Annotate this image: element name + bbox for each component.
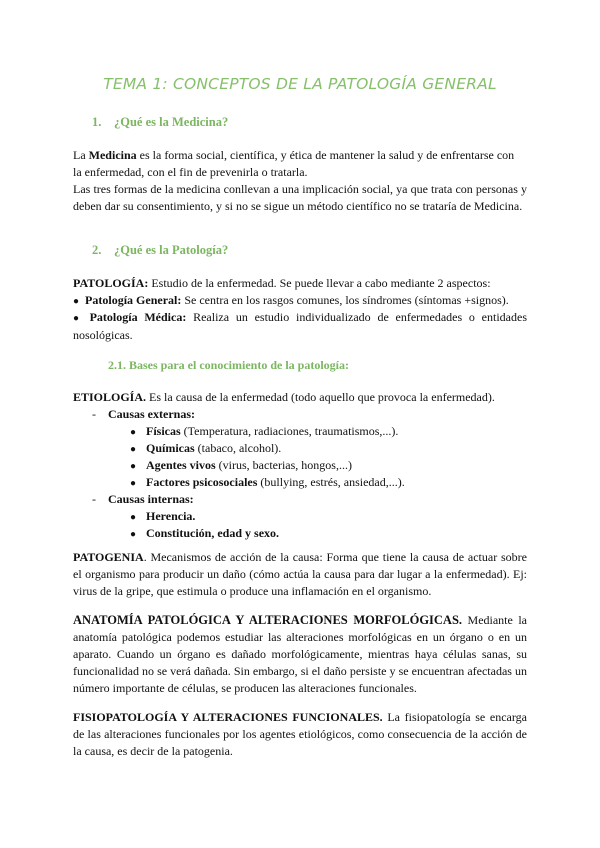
bold-term: Constitución, edad y sexo. [146,526,280,540]
text-run: (bullying, estrés, ansiedad,...). [257,475,405,489]
bold-term: ETIOLOGÍA. [73,390,147,404]
bold-term: Causas externas: [108,407,195,421]
list-item [130,423,398,441]
paragraph-anatomia [73,612,527,697]
bullet-icon: ● [130,444,137,455]
bullet-icon: ● [73,313,83,324]
list-item [130,525,279,543]
bold-term: Factores psicosociales [146,475,258,489]
bullet-icon: ● [130,478,137,489]
bold-term: Patología Médica: [89,310,187,324]
bold-term: Químicas [146,441,195,455]
text-run: Estudio de la enfermedad. Se puede llevar a cabo mediante 2 aspectos: [148,276,491,290]
dash-marker: - [92,492,96,506]
text-run: Realiza un estudio individualizado de enfermedades o entidades nosológicas. [73,310,528,342]
bold-term: PATOLOGÍA: [73,276,149,290]
bold-term: Agentes vivos [146,458,216,472]
bold-term: Físicas [146,424,181,438]
text-run: la enfermedad, con el fin de prevenirla o tratarla. [73,165,308,179]
list-item [130,508,195,526]
list-item [130,474,405,492]
bullet-patologia-medica [73,309,527,344]
paragraph-patologia-definition [73,275,527,292]
text-run: es la forma social, científica, y ética de mantener la salud y de enfrentarse con [136,148,515,162]
list-item [130,457,352,475]
paragraph-medicina-definition [73,147,527,181]
text-run: La fisiopatología se encarga de las alteraciones funcionales por los agentes etiológicos, como consecuencia de la acción de la causa, es decir de la patogenia. [73,710,527,758]
text-run: Se centra en los rasgos comunes, los síndromes (síntomas +signos). [181,293,509,307]
bullet-icon: ● [73,296,80,307]
list-item-causas-externas [92,406,195,423]
bold-term: Causas internas: [108,492,194,506]
section-heading-patologia [92,242,228,259]
section-number: 2. [92,243,102,257]
section-number: 1. [92,115,102,129]
paragraph-etiologia [73,389,527,406]
subsection-heading: 2.1. Bases para el conocimiento de la patología: [108,358,349,372]
bullet-icon: ● [130,529,137,540]
bold-term: PATOGENIA [73,550,144,564]
paragraph-medicina-forms: Las tres formas de la medicina conllevan a una implicación social, ya que trata con personas y deben dar su consentimiento, y si no se sigue un método científico no se trataría de Medicina. [73,182,527,213]
dash-marker: - [92,407,96,421]
text-run: Mediante la anatomía patológica podemos estudiar las alteraciones morfológicas en un órgano o en un aparato. Cuando un órgano es dañado morfológicamente, mientras haya células sanas, su funcionalidad no se verá dañada. Sin embargo, si el daño persiste y se encuentran afectadas un número importante de células, se producen las alteraciones funcionales. [73,613,527,695]
bold-term: ANATOMÍA PATOLÓGICA Y ALTERACIONES MORFOLÓGICAS. [73,613,463,627]
section-heading-medicina [92,114,228,131]
text-run: . Mecanismos de acción de la causa: Forma que tiene la causa de actuar sobre el organismo para producir un daño (cómo actúa la causa para dar lugar a la enfermedad). Ej: virus de la gripe, que estimula o produce una inflamación en el organismo. [73,550,527,598]
section-heading-text: ¿Qué es la Patología? [114,243,229,257]
bold-term: FISIOPATOLOGÍA Y ALTERACIONES FUNCIONALES. [73,710,383,724]
bullet-icon: ● [130,427,137,438]
bold-term: Medicina [88,148,137,162]
section-heading-text: ¿Qué es la Medicina? [114,115,229,129]
text-run: (Temperatura, radiaciones, traumatismos,...). [180,424,399,438]
text-run: (tabaco, alcohol). [194,441,282,455]
bullet-icon: ● [130,512,137,523]
paragraph-fisiopatologia [73,709,527,760]
text-run: La [73,148,89,162]
page-title: TEMA 1: CONCEPTOS DE LA PATOLOGÍA GENERAL [103,75,497,93]
bullet-icon: ● [130,461,137,472]
list-item [130,440,281,458]
text-run: Es la causa de la enfermedad (todo aquello que provoca la enfermedad). [146,390,495,404]
bold-term: Herencia. [146,509,196,523]
list-item-causas-internas [92,491,194,508]
text-run: (virus, bacterias, hongos,...) [215,458,352,472]
paragraph-patogenia [73,549,527,600]
bold-term: Patología General: [85,293,182,307]
bullet-patologia-general [73,292,527,310]
